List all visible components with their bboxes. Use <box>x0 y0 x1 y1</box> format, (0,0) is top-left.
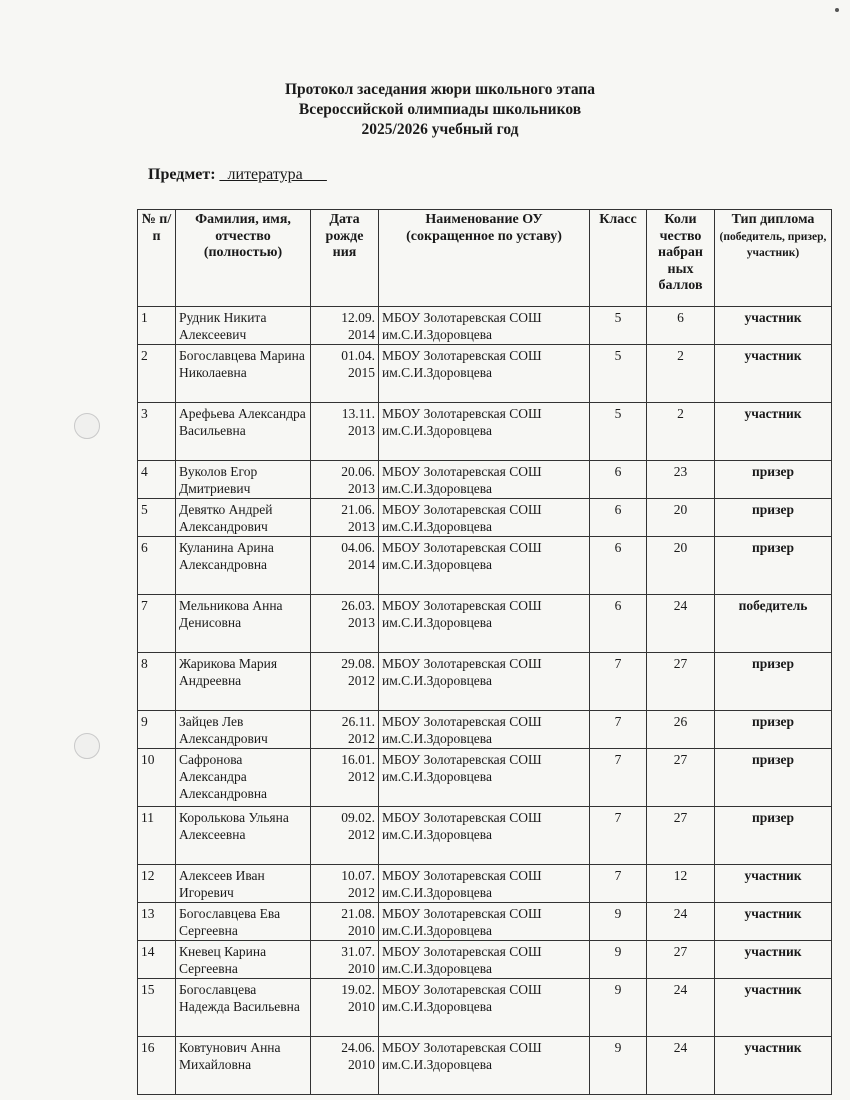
row-school: МБОУ Золотаревская СОШ им.С.И.Здоровцева <box>379 711 590 749</box>
row-score: 27 <box>647 749 715 807</box>
title-line-2: Всероссийской олимпиады школьников <box>298 101 582 118</box>
row-name: Сафронова Александра Александровна <box>176 749 311 807</box>
table-row <box>138 941 832 979</box>
row-num: 9 <box>138 711 176 749</box>
row-score: 24 <box>647 595 715 653</box>
row-birth: 24.06. 2010 <box>311 1037 379 1095</box>
row-score: 6 <box>647 307 715 345</box>
row-birth: 31.07. 2010 <box>311 941 379 979</box>
row-grade: 7 <box>590 653 647 711</box>
header-diploma-sub: (победитель, призер, участник) <box>719 230 827 259</box>
row-birth: 26.03. 2013 <box>311 595 379 653</box>
row-num: 15 <box>138 979 176 1037</box>
row-name: Куланина Арина Александровна <box>176 537 311 595</box>
row-diploma: призер <box>715 653 832 711</box>
row-grade: 6 <box>590 499 647 537</box>
row-name: Ковтунович Анна Михайловна <box>176 1037 311 1095</box>
row-birth: 09.02. 2012 <box>311 807 379 865</box>
results-table <box>137 209 832 1095</box>
row-name: Девятко Андрей Александрович <box>176 499 311 537</box>
row-score: 27 <box>647 941 715 979</box>
row-name: Алексеев Иван Игоревич <box>176 865 311 903</box>
row-score: 20 <box>647 499 715 537</box>
row-diploma: участник <box>715 307 832 345</box>
row-birth: 01.04. 2015 <box>311 345 379 403</box>
row-school: МБОУ Золотаревская СОШ им.С.И.Здоровцева <box>379 595 590 653</box>
row-school: МБОУ Золотаревская СОШ им.С.И.Здоровцева <box>379 537 590 595</box>
row-school: МБОУ Золотаревская СОШ им.С.И.Здоровцева <box>379 461 590 499</box>
row-school: МБОУ Золотаревская СОШ им.С.И.Здоровцева <box>379 499 590 537</box>
row-name: Зайцев Лев Александрович <box>176 711 311 749</box>
row-grade: 5 <box>590 345 647 403</box>
row-score: 23 <box>647 461 715 499</box>
row-num: 1 <box>138 307 176 345</box>
row-school: МБОУ Золотаревская СОШ им.С.И.Здоровцева <box>379 941 590 979</box>
row-birth: 16.01. 2012 <box>311 749 379 807</box>
row-num: 11 <box>138 807 176 865</box>
table-header-row <box>138 210 832 307</box>
subject-value: _литература___ <box>219 166 327 183</box>
row-diploma: участник <box>715 865 832 903</box>
row-birth: 21.06. 2013 <box>311 499 379 537</box>
row-name: Жарикова Мария Андреевна <box>176 653 311 711</box>
document-title <box>180 80 700 140</box>
table-row <box>138 537 832 595</box>
row-grade: 9 <box>590 941 647 979</box>
table-row <box>138 807 832 865</box>
row-diploma: участник <box>715 941 832 979</box>
table-row <box>138 979 832 1037</box>
row-score: 27 <box>647 807 715 865</box>
header-grade: Класс <box>590 210 647 307</box>
table-row <box>138 711 832 749</box>
row-birth: 19.02. 2010 <box>311 979 379 1037</box>
row-diploma: участник <box>715 403 832 461</box>
row-grade: 9 <box>590 1037 647 1095</box>
title-line-3: 2025/2026 учебный год <box>361 121 519 138</box>
row-school: МБОУ Золотаревская СОШ им.С.И.Здоровцева <box>379 865 590 903</box>
header-birth: Дата рожде ния <box>311 210 379 307</box>
table-row <box>138 403 832 461</box>
row-name: Вуколов Егор Дмитриевич <box>176 461 311 499</box>
row-school: МБОУ Золотаревская СОШ им.С.И.Здоровцева <box>379 903 590 941</box>
row-diploma: призер <box>715 537 832 595</box>
row-grade: 7 <box>590 749 647 807</box>
row-diploma: призер <box>715 461 832 499</box>
row-grade: 7 <box>590 865 647 903</box>
row-birth: 12.09. 2014 <box>311 307 379 345</box>
row-score: 26 <box>647 711 715 749</box>
row-school: МБОУ Золотаревская СОШ им.С.И.Здоровцева <box>379 749 590 807</box>
table-row <box>138 345 832 403</box>
table-row <box>138 595 832 653</box>
row-grade: 9 <box>590 903 647 941</box>
row-num: 13 <box>138 903 176 941</box>
row-school: МБОУ Золотаревская СОШ им.С.И.Здоровцева <box>379 345 590 403</box>
row-score: 12 <box>647 865 715 903</box>
row-name: Арефьева Александра Васильевна <box>176 403 311 461</box>
row-diploma: участник <box>715 903 832 941</box>
row-score: 24 <box>647 979 715 1037</box>
header-name: Фамилия, имя, отчество (полностью) <box>176 210 311 307</box>
row-name: Богославцева Марина Николаевна <box>176 345 311 403</box>
row-name: Рудник Никита Алексеевич <box>176 307 311 345</box>
subject-line <box>148 166 327 184</box>
row-name: Королькова Ульяна Алексеевна <box>176 807 311 865</box>
scan-mark <box>835 8 839 12</box>
table-row <box>138 461 832 499</box>
row-birth: 20.06. 2013 <box>311 461 379 499</box>
row-num: 10 <box>138 749 176 807</box>
row-score: 20 <box>647 537 715 595</box>
row-grade: 7 <box>590 711 647 749</box>
row-grade: 6 <box>590 595 647 653</box>
table-row <box>138 1037 832 1095</box>
row-score: 24 <box>647 903 715 941</box>
row-grade: 6 <box>590 537 647 595</box>
row-diploma: призер <box>715 711 832 749</box>
row-birth: 21.08. 2010 <box>311 903 379 941</box>
row-num: 5 <box>138 499 176 537</box>
row-name: Мельникова Анна Денисовна <box>176 595 311 653</box>
row-grade: 7 <box>590 807 647 865</box>
table-row <box>138 903 832 941</box>
row-name: Кневец Карина Сергеевна <box>176 941 311 979</box>
row-num: 8 <box>138 653 176 711</box>
row-num: 12 <box>138 865 176 903</box>
row-score: 24 <box>647 1037 715 1095</box>
row-score: 2 <box>647 345 715 403</box>
row-birth: 29.08. 2012 <box>311 653 379 711</box>
row-birth: 04.06. 2014 <box>311 537 379 595</box>
row-school: МБОУ Золотаревская СОШ им.С.И.Здоровцева <box>379 403 590 461</box>
row-diploma: призер <box>715 499 832 537</box>
subject-label: Предмет: <box>148 166 216 183</box>
row-grade: 5 <box>590 403 647 461</box>
table-row <box>138 499 832 537</box>
punch-hole-1 <box>74 413 100 439</box>
row-diploma: участник <box>715 979 832 1037</box>
row-diploma: победитель <box>715 595 832 653</box>
row-school: МБОУ Золотаревская СОШ им.С.И.Здоровцева <box>379 979 590 1037</box>
row-school: МБОУ Золотаревская СОШ им.С.И.Здоровцева <box>379 807 590 865</box>
header-num: № п/п <box>138 210 176 307</box>
row-num: 2 <box>138 345 176 403</box>
row-school: МБОУ Золотаревская СОШ им.С.И.Здоровцева <box>379 1037 590 1095</box>
punch-hole-2 <box>74 733 100 759</box>
header-score: Коли чество набран ных баллов <box>647 210 715 307</box>
row-num: 7 <box>138 595 176 653</box>
table-row <box>138 307 832 345</box>
table-row <box>138 749 832 807</box>
row-score: 27 <box>647 653 715 711</box>
row-grade: 5 <box>590 307 647 345</box>
row-birth: 26.11. 2012 <box>311 711 379 749</box>
row-diploma: призер <box>715 749 832 807</box>
row-diploma: призер <box>715 807 832 865</box>
header-diploma-main: Тип диплома <box>731 212 815 227</box>
row-num: 14 <box>138 941 176 979</box>
row-name: Богославцева Ева Сергеевна <box>176 903 311 941</box>
title-line-1: Протокол заседания жюри школьного этапа <box>284 81 596 98</box>
row-grade: 9 <box>590 979 647 1037</box>
row-grade: 6 <box>590 461 647 499</box>
table-row <box>138 653 832 711</box>
row-birth: 10.07. 2012 <box>311 865 379 903</box>
row-birth: 13.11. 2013 <box>311 403 379 461</box>
row-name: Богославцева Надежда Васильевна <box>176 979 311 1037</box>
row-num: 6 <box>138 537 176 595</box>
row-num: 3 <box>138 403 176 461</box>
row-num: 4 <box>138 461 176 499</box>
row-score: 2 <box>647 403 715 461</box>
row-school: МБОУ Золотаревская СОШ им.С.И.Здоровцева <box>379 653 590 711</box>
table-row <box>138 865 832 903</box>
header-diploma <box>715 210 832 307</box>
row-school: МБОУ Золотаревская СОШ им.С.И.Здоровцева <box>379 307 590 345</box>
row-diploma: участник <box>715 345 832 403</box>
header-school: Наименование ОУ (сокращенное по уставу) <box>379 210 590 307</box>
row-diploma: участник <box>715 1037 832 1095</box>
row-num: 16 <box>138 1037 176 1095</box>
